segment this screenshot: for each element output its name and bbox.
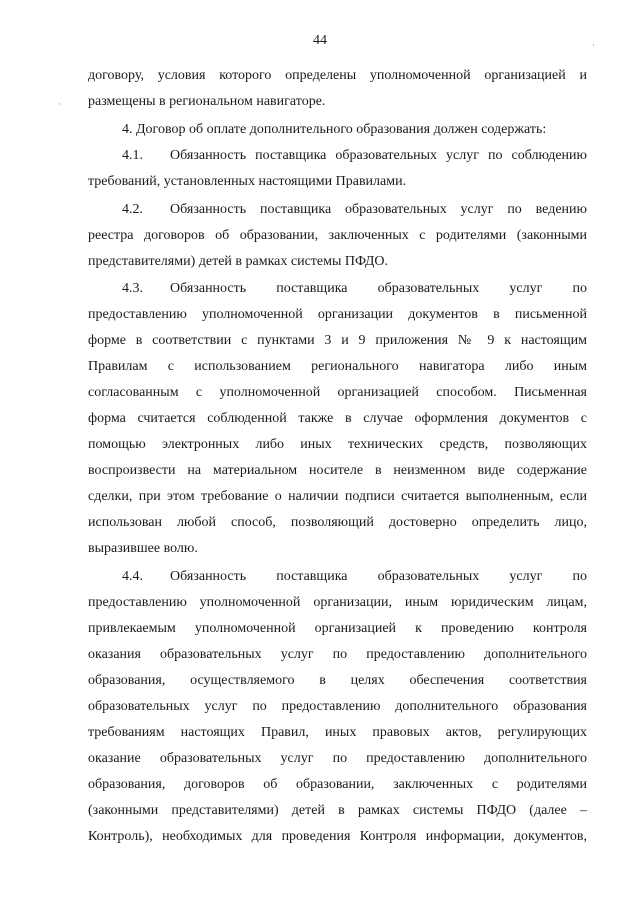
text-line: сделки, при этом требование о наличии подписи считается выполненным, если: [88, 489, 587, 504]
item-text: Обязанность поставщика образовательных услуг по ведению: [170, 202, 587, 217]
item-text: Обязанность поставщика образовательных услуг по: [170, 281, 587, 296]
text-line: реестра договоров об образовании, заключенных с родителями (законными: [88, 228, 587, 243]
text-line: образования, осуществляемого в целях обеспечения соответствия: [88, 673, 587, 688]
text-line: форме в соответствии с пунктами 3 и 9 приложения № 9 к настоящим: [88, 333, 587, 348]
item-text: Обязанность поставщика образовательных услуг по соблюдению: [170, 148, 587, 163]
speck-left: ·: [58, 99, 61, 109]
speck-right: ·: [592, 40, 595, 50]
text-line: воспроизвести на материальном носителе в неизменном виде содержание: [88, 463, 587, 478]
text-line: предоставлению уполномоченной организации, иным юридическим лицам,: [88, 595, 587, 610]
text-line: Правилам с использованием регионального навигатора либо иным: [88, 359, 587, 374]
item-number: 4.4.: [122, 569, 143, 584]
text-line: представителями) детей в рамках системы ПФДО.: [88, 254, 389, 269]
text-line: (законными представителями) детей в рамках системы ПФДО (далее –: [88, 803, 587, 818]
text-line: [122, 567, 587, 587]
text-line: требований, установленных настоящими Правилами.: [88, 174, 407, 189]
text-line: оказания образовательных услуг по предоставлению дополнительного: [88, 647, 587, 662]
text-line: использован любой способ, позволяющий достоверно определить лицо,: [88, 515, 587, 530]
text-line: размещены в региональном навигаторе.: [88, 94, 326, 109]
text-line: оказание образовательных услуг по предоставлению дополнительного: [88, 751, 587, 766]
text-line: Контроль), необходимых для проведения Контроля информации, документов,: [88, 829, 587, 844]
item-number: 4.3.: [122, 281, 143, 296]
text-line: помощью электронных либо иных технических средств, позволяющих: [88, 437, 587, 452]
text-line: договору, условия которого определены уполномоченной организацией и: [88, 68, 587, 83]
text-line: [122, 146, 587, 166]
text-line: 4. Договор об оплате дополнительного образования должен содержать:: [122, 122, 547, 137]
item-text: Обязанность поставщика образовательных услуг по: [170, 569, 587, 584]
text-line: форма считается соблюденной также в случае оформления документов с: [88, 411, 587, 426]
item-number: 4.2.: [122, 202, 143, 217]
text-line: [122, 279, 587, 299]
text-line: образовательных услуг по предоставлению дополнительного образования: [88, 699, 587, 714]
text-line: выразившее волю.: [88, 541, 198, 556]
text-line: привлекаемым уполномоченной организацией к проведению контроля: [88, 621, 587, 636]
item-number: 4.1.: [122, 148, 143, 163]
text-line: образования, договоров об образовании, заключенных с родителями: [88, 777, 587, 792]
text-line: предоставлению уполномоченной организации документов в письменной: [88, 307, 587, 322]
text-line: согласованным с уполномоченной организацией способом. Письменная: [88, 385, 587, 400]
text-line: [122, 200, 587, 220]
text-line: требованиям настоящих Правил, иных правовых актов, регулирующих: [88, 725, 587, 740]
page-number: 44: [313, 33, 327, 48]
